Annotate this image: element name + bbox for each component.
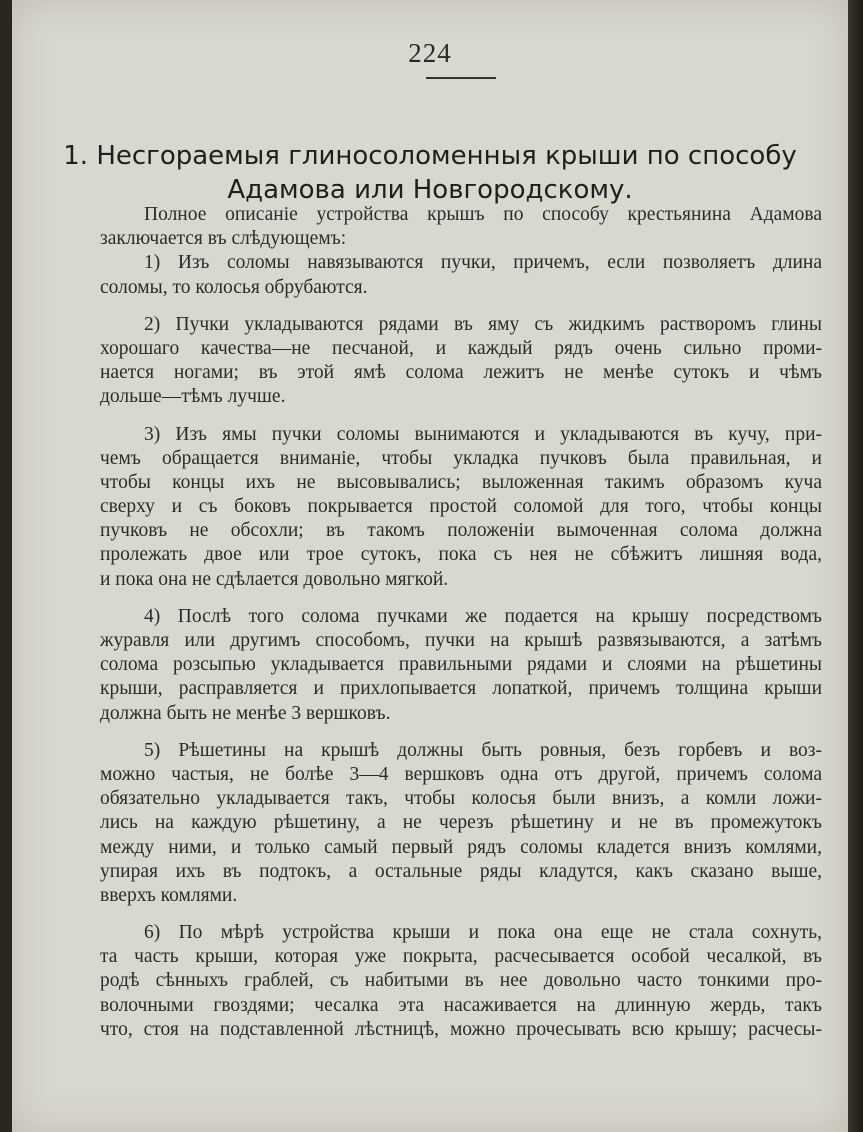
- text-line: журавля или другимъ способомъ, пучки на крышѣ развязываются, а затѣмъ: [100, 630, 822, 651]
- text-line: 4) Послѣ того солома пучками же подается на крышу посредствомъ: [144, 605, 822, 627]
- paragraph-intro: [100, 203, 822, 251]
- section-title-line: Адамова или Новгородскому.: [227, 175, 633, 206]
- text-line: чемъ обращается вниманіе, чтобы укладка пучковъ была правильная, и: [100, 447, 822, 469]
- page-number: 224: [408, 38, 452, 68]
- text-line: сверху и съ боковъ покрывается простой соломой для того, чтобы концы: [100, 496, 822, 518]
- paragraph-item-1: [100, 251, 822, 299]
- body-text: [100, 203, 822, 1042]
- page-number-underline: [426, 77, 496, 79]
- text-line: дольше—тѣмъ лучше.: [100, 386, 286, 408]
- paragraph-item-3: [100, 423, 822, 592]
- text-line: волочными гвоздями; чесалка эта насаживается на длинную жердь, такъ: [100, 994, 822, 1016]
- text-line: соломы, то колосья обрубаются.: [100, 276, 368, 298]
- text-line: пучковъ не обсохли; въ такомъ положеніи вымоченная солома должна: [100, 520, 822, 542]
- text-line: хорошаго качества—не песчаной, и каждый рядъ очень сильно проми-: [100, 337, 822, 359]
- text-line: 5) Рѣшетины на крышѣ должны быть ровныя, безъ горбевъ и воз-: [144, 739, 822, 761]
- text-line: упирая ихъ въ подтокъ, а остальные ряды кладутся, какъ сказано выше,: [100, 860, 822, 882]
- text-line: должна быть не менѣе 3 вершковъ.: [100, 702, 391, 724]
- section-title-line: 1. Несгораемыя глиносоломенныя крыши по способу: [63, 141, 797, 172]
- text-line: чтобы концы ихъ не высовывались; выложенная такимъ образомъ куча: [100, 471, 822, 493]
- text-line: нается ногами; въ этой ямѣ солома лежитъ не менѣе сутокъ и чѣмъ: [100, 362, 822, 384]
- section-title: [52, 139, 808, 207]
- text-line: 1) Изъ соломы навязываются пучки, причемъ, если позволяетъ длина: [144, 252, 822, 274]
- book-spine-edge: [848, 0, 863, 1132]
- text-line: 2) Пучки укладываются рядами въ яму съ жидкимъ растворомъ глины: [144, 313, 822, 335]
- text-line: родѣ сѣнныхъ граблей, съ набитыми въ нее довольно часто тонкими про-: [100, 970, 822, 992]
- text-line: лись на каждую рѣшетину, а не черезъ рѣшетину и не въ промежутокъ: [100, 812, 822, 834]
- text-line: и пока она не сдѣлается довольно мягкой.: [100, 568, 449, 590]
- text-line: обязательно укладывается такъ, чтобы колосья были внизъ, а комли ложи-: [100, 788, 822, 810]
- text-line: вверхъ комлями.: [100, 884, 238, 906]
- book-page: [12, 0, 848, 1132]
- text-line: что, стоя на подставленной лѣстницѣ, можно прочесывать всю крышу; расчесы-: [100, 1018, 822, 1040]
- text-line: пролежать двое или трое сутокъ, пока съ нея не сбѣжитъ лишняя вода,: [100, 544, 822, 566]
- text-line: Полное описаніе устройства крышъ по способу крестьянина Адамова: [144, 204, 822, 225]
- text-line: между ними, и только самый первый рядъ соломы кладется внизъ комлями,: [100, 836, 822, 858]
- text-line: можно частыя, не болѣе 3—4 вершковъ одна отъ другой, причемъ солома: [100, 763, 822, 785]
- text-line: та часть крыши, которая уже покрыта, расчесывается особой чесалкой, въ: [100, 946, 822, 968]
- paragraph-item-4: [100, 605, 822, 726]
- text-line: 6) По мѣрѣ устройства крыши и пока она еще не стала сохнуть,: [144, 922, 822, 944]
- paragraph-item-5: [100, 739, 822, 908]
- paragraph-item-2: [100, 313, 822, 410]
- text-line: солома розсыпью укладывается правильными рядами и слоями на рѣшетины: [100, 654, 822, 676]
- text-line: заключается въ слѣдующемъ:: [100, 228, 347, 250]
- text-line: крыши, расправляется и прихлопывается лопаткой, причемъ толщина крыши: [100, 678, 822, 700]
- paragraph-item-6: [100, 921, 822, 1042]
- text-line: 3) Изъ ямы пучки соломы вынимаются и укладываются въ кучу, при-: [144, 423, 822, 445]
